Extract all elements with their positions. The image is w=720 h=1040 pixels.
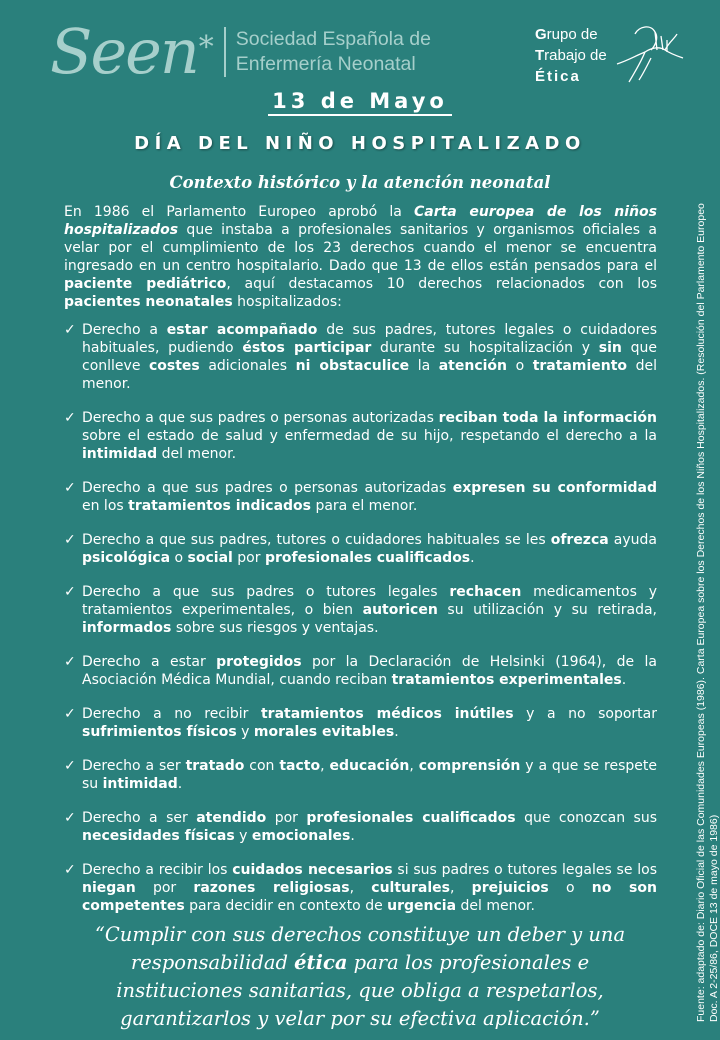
text-segment: , — [449, 880, 472, 896]
text-segment: Derecho a que sus padres o tutores legales — [82, 584, 450, 600]
text-segment: que instaba a profesionales sanitarios y organismos oficiales a velar por el cumplimiento de los 23 derechos cuando el menor se encuentra ingresado en un centro hospitalario. Dado que 13 de ellos están pensados para el — [64, 222, 657, 274]
text-segment: sobre el estado de salud y enfermedad de su hijo, respetando el derecho a la — [82, 428, 657, 444]
emphasis-text: comprensión — [418, 758, 521, 774]
society-name — [236, 27, 431, 77]
emphasis-text: tratamientos médicos inútiles — [260, 706, 514, 722]
rights-list — [64, 321, 657, 915]
emphasis-text: expresen su conformidad — [452, 480, 657, 496]
emphasis-text: ética — [294, 951, 348, 974]
emphasis-text: no son competentes — [82, 880, 657, 914]
date-text: 13 de Mayo — [268, 89, 452, 116]
text-segment: , aquí destacamos 10 derechos relacionados con los — [226, 276, 658, 292]
seen-text: Seen — [50, 15, 198, 88]
text-segment: o — [170, 550, 188, 566]
text-segment: para los profesionales e instituciones sanitarias, que obliga a respetarlos, garantizarlos y velar por su efectiva aplicación.” — [116, 951, 604, 1030]
group-line-3: Ética — [535, 68, 581, 85]
emphasis-text: tacto — [279, 758, 321, 774]
right-item — [64, 583, 657, 637]
text-segment: con — [244, 758, 280, 774]
emphasis-text: intimidad — [102, 776, 178, 792]
text-segment: por — [266, 810, 307, 826]
emphasis-text: Carta europea de los niños hospitalizados — [64, 204, 657, 238]
text-segment: del menor. — [456, 898, 535, 914]
right-item — [64, 479, 657, 515]
text-segment: durante su hospitalización y — [371, 340, 599, 356]
right-item — [64, 705, 657, 741]
text-segment: Derecho a que sus padres o personas autorizadas — [82, 410, 439, 426]
emphasis-text: sin — [598, 340, 622, 356]
hands-icon — [615, 26, 685, 84]
check-icon: ✓ — [64, 584, 76, 600]
text-segment: por — [232, 550, 265, 566]
text-segment: Derecho a ser — [82, 810, 197, 826]
emphasis-text: costes — [148, 358, 200, 374]
right-item — [64, 531, 657, 567]
source-line-1: Fuente: adaptado de: Diario Oficial de las Comunidades Europeas (1986). Carta Europea sobre los Derechos de los Niños Hospitalizados. (Resolución del Parlamento Europeo — [695, 203, 707, 1022]
text-segment: y a no soportar — [513, 706, 657, 722]
text-segment: para decidir en contexto de — [184, 898, 388, 914]
emphasis-text: atendido — [196, 810, 267, 826]
check-icon: ✓ — [64, 410, 76, 426]
emphasis-text: tratado — [185, 758, 245, 774]
right-item — [64, 757, 657, 793]
asterisk: * — [198, 30, 212, 65]
emphasis-text: tratamiento — [532, 358, 628, 374]
emphasis-text: tratamientos experimentales — [391, 672, 622, 688]
emphasis-text: estar acompañado — [166, 322, 318, 338]
emphasis-text: necesidades físicas — [82, 828, 235, 844]
text-segment: que conozcan sus — [515, 810, 658, 826]
text-segment: . — [394, 724, 399, 740]
text-segment: para el menor. — [311, 498, 418, 514]
text-segment: o — [548, 880, 592, 896]
text-segment: en los — [82, 498, 129, 514]
emphasis-text: intimidad — [82, 446, 158, 462]
text-segment: , — [320, 758, 330, 774]
text-segment: su utilización y su retirada, — [437, 602, 657, 618]
text-segment: del menor. — [82, 358, 657, 392]
text-segment: . — [350, 828, 355, 844]
emphasis-text: paciente pediátrico — [64, 276, 227, 292]
text-segment: y a que se respete su — [82, 758, 657, 792]
text-segment: . — [177, 776, 183, 792]
check-icon: ✓ — [64, 810, 76, 826]
date-heading — [0, 89, 720, 113]
group-line-1: rupo de — [546, 26, 598, 43]
emphasis-text: sufrimientos físicos — [82, 724, 237, 740]
emphasis-text: morales evitables — [253, 724, 395, 740]
emphasis-text: atención — [438, 358, 508, 374]
text-segment: Derecho a recibir los — [82, 862, 233, 878]
text-segment: “Cumplir con sus derechos constituye un deber y una responsabilidad — [94, 923, 626, 974]
emphasis-text: ofrezca — [550, 532, 609, 548]
page-title: DÍA DEL NIÑO HOSPITALIZADO — [134, 133, 586, 154]
emphasis-text: profesionales cualificados — [264, 550, 471, 566]
emphasis-text: emocionales — [251, 828, 351, 844]
body-text — [64, 203, 657, 931]
intro-paragraph — [64, 203, 657, 311]
check-icon: ✓ — [64, 532, 76, 548]
text-segment: , — [349, 880, 372, 896]
right-item — [64, 321, 657, 393]
text-segment: En 1986 el Parlamento Europeo aprobó la — [64, 204, 414, 220]
emphasis-text: razones religiosas — [193, 880, 350, 896]
emphasis-text: reciban toda la información — [438, 410, 657, 426]
emphasis-text: éstos participar — [242, 340, 372, 356]
right-item — [64, 861, 657, 915]
closing-quote — [70, 921, 650, 1033]
group-line-2: rabajo de — [544, 47, 607, 64]
text-segment: del menor. — [157, 446, 237, 462]
text-segment: si sus padres o tutores legales se los — [392, 862, 657, 878]
text-segment: hospitalizados: — [232, 294, 342, 310]
check-icon: ✓ — [64, 758, 76, 774]
emphasis-text: prejuicios — [471, 880, 549, 896]
text-segment: . — [621, 672, 627, 688]
emphasis-text: informados — [82, 620, 172, 636]
text-segment: por la Declaración de Helsinki (1964), de la Asociación Médica Mundial, cuando reciban — [82, 654, 657, 688]
text-segment: adicionales — [199, 358, 296, 374]
text-segment: Derecho a que sus padres o personas autorizadas — [82, 480, 453, 496]
source-line-2: Doc. A 2-25/86, DOCE 13 de mayo de 1986) — [708, 814, 720, 1022]
text-segment: . — [470, 550, 475, 566]
text-segment: la — [409, 358, 439, 374]
text-segment: , — [409, 758, 419, 774]
emphasis-text: educación — [329, 758, 410, 774]
emphasis-text: psicológica — [82, 550, 171, 566]
text-segment: que conlleve — [82, 340, 658, 374]
right-item — [64, 653, 657, 689]
text-segment: de sus padres, tutores legales o cuidadores habituales, pudiendo — [82, 322, 658, 356]
group-initial-t: T — [535, 47, 545, 64]
check-icon: ✓ — [64, 480, 76, 496]
text-segment: o — [507, 358, 533, 374]
check-icon: ✓ — [64, 862, 76, 878]
emphasis-text: profesionales cualificados — [306, 810, 516, 826]
text-segment: por — [135, 880, 194, 896]
emphasis-text: culturales — [371, 880, 450, 896]
logo-divider — [224, 27, 226, 77]
emphasis-text: tratamientos indicados — [128, 498, 311, 514]
seen-logo — [50, 15, 431, 88]
text-segment: Derecho a no recibir — [82, 706, 261, 722]
text-segment: medicamentos y tratamientos experimentales, o bien — [82, 584, 657, 618]
emphasis-text: urgencia — [387, 898, 457, 914]
emphasis-text: niegan — [82, 880, 136, 896]
emphasis-text: protegidos — [216, 654, 302, 670]
society-line-1: Sociedad Española de — [235, 28, 431, 50]
text-segment: Derecho a estar — [82, 654, 217, 670]
check-icon: ✓ — [64, 706, 76, 722]
text-segment: y — [234, 828, 252, 844]
check-icon: ✓ — [64, 654, 76, 670]
group-initial-g: G — [535, 26, 547, 43]
source-note — [695, 92, 720, 1022]
ethics-group-label — [535, 24, 607, 87]
right-item — [64, 809, 657, 845]
text-segment: Derecho a ser — [82, 758, 186, 774]
emphasis-text: autoricen — [362, 602, 438, 618]
seen-wordmark — [50, 15, 212, 88]
emphasis-text: rechacen — [449, 584, 522, 600]
society-line-2: Enfermería Neonatal — [235, 53, 416, 75]
emphasis-text: ni obstaculice — [295, 358, 410, 374]
text-segment: y — [236, 724, 254, 740]
emphasis-text: social — [187, 550, 233, 566]
check-icon: ✓ — [64, 322, 76, 338]
text-segment: ayuda — [608, 532, 657, 548]
right-item — [64, 409, 657, 463]
section-subtitle: Contexto histórico y la atención neonatal — [169, 173, 551, 192]
emphasis-text: pacientes neonatales — [64, 294, 233, 310]
text-segment: sobre sus riesgos y ventajas. — [171, 620, 379, 636]
text-segment: Derecho a que sus padres, tutores o cuidadores habituales se les — [82, 532, 551, 548]
emphasis-text: cuidados necesarios — [232, 862, 393, 878]
text-segment: Derecho a — [82, 322, 167, 338]
